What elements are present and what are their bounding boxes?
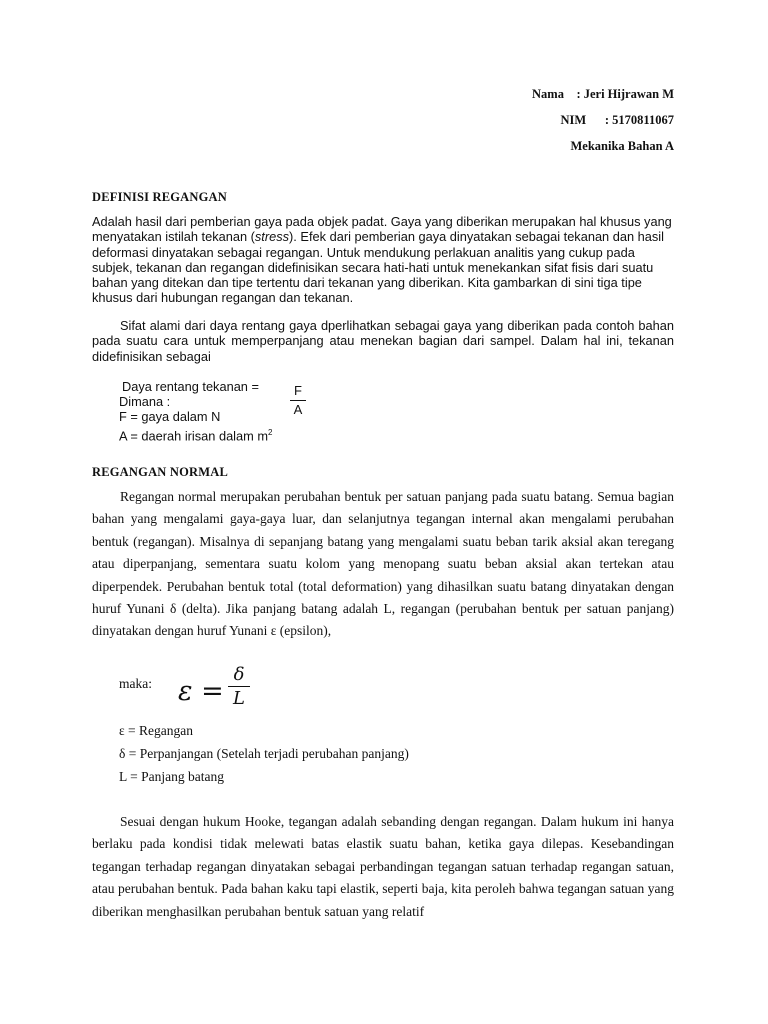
- definition-a-superscript: 2: [268, 428, 273, 437]
- strain-definition-epsilon: ε = Regangan: [119, 723, 194, 738]
- stress-fraction-numerator: F: [294, 383, 302, 398]
- paragraph-definisi-italic: stress: [254, 229, 290, 245]
- strain-equation-numerator: δ: [233, 664, 245, 685]
- strain-equation-denominator: L: [233, 688, 245, 709]
- header-course: Mekanika Bahan A: [570, 139, 674, 153]
- fraction-bar: [290, 400, 306, 401]
- stress-fraction: [290, 383, 306, 417]
- definition-a-text: A = daerah irisan dalam m: [119, 428, 269, 444]
- strain-definition-delta: δ = Perpanjangan (Setelah terjadi perubahan panjang): [119, 746, 409, 761]
- section-heading-definisi: DEFINISI REGANGAN: [92, 190, 228, 204]
- strain-equation-lhs: ε =: [178, 676, 224, 707]
- strain-definition-l: L = Panjang batang: [119, 769, 224, 784]
- paragraph-hukum-hooke: Sesuai dengan hukum Hooke, tegangan adalah sebanding dengan regangan. Dalam hukum ini hanya berlaku pada kondisi tidak melewati batas elastik suatu bahan, ketika gaya dilepas. Kesebandingan tegangan terhadap regangan dinyatakan sebagai perbandingan tegangan satuan terhadap regangan satuan, atau perubahan bentuk. Pada bahan kaku tapi elastik, seperti baja, kita peroleh bahwa tegangan satuan yang diberikan menghasilkan perubahan bentuk satuan yang relatif: [92, 814, 674, 919]
- paragraph-definisi-part2: ). Efek dari pemberian gaya dinyatakan sebagai tekanan dan hasil deformasi dinyatakan sebagai regangan. Untuk mendukung perlakuan analitis yang cukup pada subjek, tekanan dan regangan didefinisikan secara hati-hati untuk menekankan sifat fisis dari suatu bahan yang ditekan dan tipe tertentu dari tekanan yang diberikan. Kita gambarkan di sini tiga tipe khusus dari hubungan regangan dan tekanan.: [92, 229, 664, 306]
- strain-equation-fraction: [228, 664, 250, 711]
- where-label: Dimana :: [119, 394, 171, 409]
- paragraph-sifat-alami: Sifat alami dari daya rentang gaya dperlihatkan sebagai gaya yang diberikan pada contoh bahan pada suatu cara untuk memperpanjang atau menekan bagian dari sampel. Dalam hal ini, tekanan didefinisikan sebagai: [92, 318, 674, 364]
- formula-label: Daya rentang tekanan =: [122, 379, 259, 394]
- paragraph-definisi-part1: Adalah hasil dari pemberian gaya pada objek padat. Gaya yang diberikan merupakan hal khusus yang menyatakan istilah tekanan (: [92, 214, 672, 245]
- stress-fraction-denominator: A: [293, 402, 303, 417]
- paragraph-definisi: [92, 214, 674, 306]
- paragraph-regangan-normal: Regangan normal merupakan perubahan bentuk per satuan panjang pada suatu batang. Semua bagian bahan yang mengalami gaya-gaya luar, dan selanjutnya tegangan internal akan mengalami perubahan bentuk (regangan). Misalnya di sepanjang batang yang mengalami suatu beban tarik aksial akan teregang atau diperpanjang, sementara suatu kolom yang menopang suatu beban aksial akan tertekan atau diperpendek. Perubahan bentuk total (total deformation) yang dihasilkan suatu batang dinyatakan dengan huruf Yunani δ (delta). Jika panjang batang adalah L, regangan (perubahan bentuk per satuan panjang) dinyatakan dengan huruf Yunani ε (epsilon),: [92, 489, 674, 639]
- header-nim: NIM : 5170811067: [560, 113, 674, 127]
- maka-label: maka:: [119, 676, 152, 691]
- definition-a: [119, 425, 272, 444]
- definition-f: F = gaya dalam N: [119, 409, 221, 424]
- header-nama: Nama : Jeri Hijrawan M: [532, 87, 674, 101]
- section-heading-regangan-normal: REGANGAN NORMAL: [92, 465, 228, 479]
